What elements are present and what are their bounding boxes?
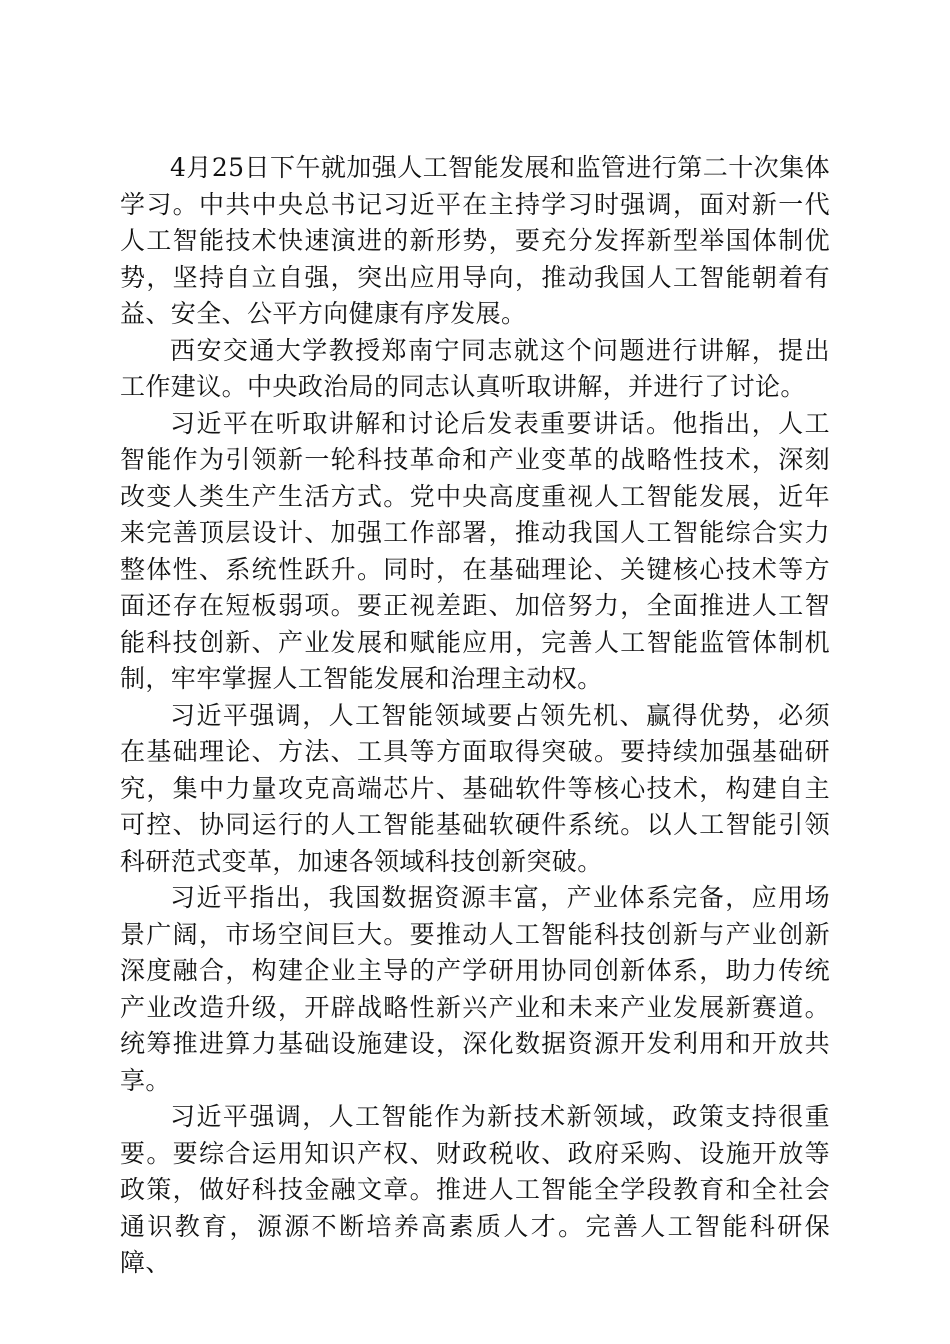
paragraph-2: 西安交通大学教授郑南宁同志就这个问题进行讲解，提出工作建议。中央政治局的同志认真听取讲解，并进行了讨论。 <box>120 335 830 401</box>
document-body <box>120 150 830 1282</box>
paragraph-5: 习近平指出，我国数据资源丰富，产业体系完备，应用场景广阔，市场空间巨大。要推动人工智能科技创新与产业创新深度融合，构建企业主导的产学研用协同创新体系，助力传统产业改造升级，开辟战略性新兴产业和未来产业发展新赛道。统筹推进算力基础设施建设，深化数据资源开发利用和开放共享。 <box>120 883 830 1095</box>
paragraph-1: 4月25日下午就加强人工智能发展和监管进行第二十次集体学习。中共中央总书记习近平在主持学习时强调，面对新一代人工智能技术快速演进的新形势，要充分发挥新型举国体制优势，坚持自立自强，突出应用导向，推动我国人工智能朝着有益、安全、公平方向健康有序发展。 <box>120 153 830 328</box>
paragraph-6: 习近平强调，人工智能作为新技术新领域，政策支持很重要。要综合运用知识产权、财政税收、政府采购、设施开放等政策，做好科技金融文章。推进人工智能全学段教育和全社会通识教育，源源不断培养高素质人才。完善人工智能科研保障、 <box>120 1102 830 1277</box>
paragraph-4: 习近平强调，人工智能领域要占领先机、赢得优势，必须在基础理论、方法、工具等方面取得突破。要持续加强基础研究，集中力量攻克高端芯片、基础软件等核心技术，构建自主可控、协同运行的人工智能基础软硬件系统。以人工智能引领科研范式变革，加速各领域科技创新突破。 <box>120 700 830 876</box>
paragraph-3: 习近平在听取讲解和讨论后发表重要讲话。他指出，人工智能作为引领新一轮科技革命和产业变革的战略性技术，深刻改变人类生产生活方式。党中央高度重视人工智能发展，近年来完善顶层设计、加强工作部署，推动我国人工智能综合实力整体性、系统性跃升。同时，在基础理论、关键核心技术等方面还存在短板弱项。要正视差距、加倍努力，全面推进人工智能科技创新、产业发展和赋能应用，完善人工智能监管体制机制，牢牢掌握人工智能发展和治理主动权。 <box>120 408 830 693</box>
